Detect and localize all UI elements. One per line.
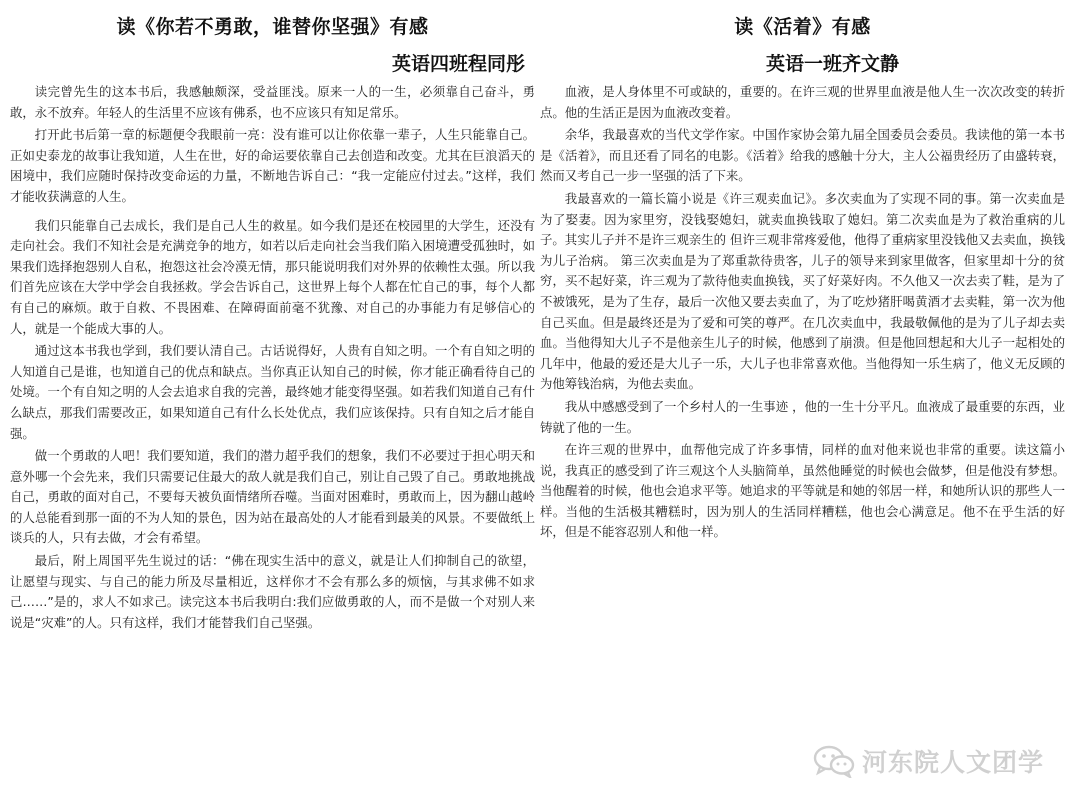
- left-paragraph-2: 打开此书后第一章的标题便令我眼前一亮：没有谁可以让你依靠一辈子，人生只能靠自己。正如史泰龙的故事让我知道，人生在世，好的命运要依靠自己去创造和改变。尤其在巨浪滔天的困境中，我们应随时保持改变命运的力量，不断地告诉自己：“我一定能应付过去。”这样，我们才能收获满意的人生。: [10, 127, 535, 204]
- right-paragraph-3: 我最喜欢的一篇长篇小说是《许三观卖血记》。多次卖血为了实现不同的事。第一次卖血是为了娶妻。因为家里穷，没钱娶媳妇，就卖血换钱取了媳妇。第二次卖血是为了救治重病的儿子。其实儿子并不是许三观亲生的 但许三观非常疼爱他，他得了重病家里没钱他又去卖血，换钱为儿子治病。 第三次卖血是为了郑重款待贵客，儿子的领导来到家里做客，但家里却十分的贫穷，买不起好菜，许三观为了款待他卖血换钱，买了好菜好肉。不久他又一次去卖了鞋，是为了不被饿死，是为了生存，最后一次他又要去卖血了，为了吃炒猪肝喝黄酒才去卖鞋，第一次为他自己买血。但是最终还是为了爱和可笑的尊严。在几次卖血中，我最敬佩他的是为了儿子却去卖血。当他得知大儿子不是他亲生儿子的时候，他感到了崩溃。但是他回想起和大儿子一起相处的几年中，他最的爱还是大儿子一乐，大儿子也非常喜欢他。当他得知一乐生病了，他义无反顾的为他筹钱治病，为他去卖血。: [540, 190, 1065, 392]
- right-article-title: 读《活着》有感: [734, 16, 871, 38]
- left-paragraph-4: 通过这本书我也学到，我们要认清自己。古话说得好，人贵有自知之明。一个有自知之明的人知道自己是谁，也知道自己的优点和缺点。当你真正认知自己的时候，你才能正确看待自己的处境。一个有自知之明的人会去追求自我的完善，最终她才能变得坚强。如若我们知道自己有什么缺点，那我们需要改正，如果知道自己有什么长处优点，我们应该保持。只有自知之后才能自强。: [10, 343, 535, 441]
- right-paragraph-2: 余华，我最喜欢的当代文学作家。中国作家协会第九届全国委员会委员。我读他的第一本书是《活着》，而且还看了同名的电影。《活着》给我的感触十分大，主人公福贵经历了由盛转衰，然而又考自己一步一坚强的活了下来。: [540, 127, 1065, 184]
- left-article-title: 读《你若不勇敢，谁替你坚强》有感: [116, 16, 429, 38]
- right-article: [540, 14, 1065, 545]
- left-paragraph-5: 做一个勇敢的人吧！我们要知道，我们的潜力超乎我们的想象，我们不必要过于担心明天和意外哪一个会先来，我们只需要记住最大的敌人就是我们自己，别让自己毁了自己。勇敢地挑战自己，勇敢的面对自己，不要每天被负面情绪所吞噬。当面对困难时，勇敢而上，因为翻山越岭的人总能看到那一面的不为人知的景色，因为站在最高处的人才能看到最美的风景。不要做纸上谈兵的人，只有去做，才会有希望。: [10, 448, 535, 546]
- right-article-author: 英语一班齐文静: [765, 53, 899, 75]
- watermark: [812, 743, 1044, 779]
- right-paragraph-4: 我从中感感受到了一个乡村人的一生事迹 ，他的一生十分平凡。血液成了最重要的东西，业铸就了他的一生。: [540, 398, 1065, 435]
- left-paragraph-6: 最后，附上周国平先生说过的话：“佛在现实生活中的意义，就是让人们抑制自己的欲望，让愿望与现实、与自己的能力所及尽量相近，这样你才不会有那么多的烦恼，与其求佛不如求己……”是的，求人不如求己。读完这本书后我明白:我们应做勇敢的人，而不是做一个对别人来说是“灾难”的人。只有这样，我们才能替我们自己坚强。: [10, 553, 535, 630]
- left-article-author: 英语四班程同彤: [391, 53, 525, 75]
- left-paragraph-3: 我们只能靠自己去成长，我们是自己人生的救星。如今我们是还在校园里的大学生，还没有走向社会。我们不知社会是充满竞争的地方，如若以后走向社会当我们陷入困境遭受孤独时，如果我们选择抱怨别人自私，抱怨这社会冷漠无情，那只能说明我们对外界的依赖性太强。所以我们首先应该在大学中学会自我拯救。学会告诉自己，这世界上每个人都在忙自己的事，每个人都有自己的麻烦。敢于自救、不畏困难、在障碍面前毫不犹豫、对自己的办事能力有足够信心的人，就是一个能成大事的人。: [10, 217, 535, 336]
- right-paragraph-1: 血液，是人身体里不可或缺的，重要的。在许三观的世界里血液是他人生一次次改变的转折点。他的生活正是因为血液改变着。: [540, 84, 1065, 120]
- left-paragraph-1: 读完曾先生的这本书后，我感触颇深，受益匪浅。原来一人的一生，必须靠自己奋斗，勇敢，永不放弃。年轻人的生活里不应该有佛系，也不应该只有知足常乐。: [10, 84, 535, 120]
- watermark-text: 河东院人文团学: [861, 748, 1044, 777]
- right-paragraph-5: 在许三观的世界中，血帮他完成了许多事情，同样的血对他来说也非常的重要。读这篇小说，我真正的感受到了许三观这个人头脑简单，虽然他睡觉的时候也会做梦，但是他没有梦想。当他醒着的时候，他也会追求平等。她追求的平等就是和她的邻居一样，和她所认识的那些人一样。当他的生活极其糟糕时，因为别人的生活同样糟糕，他也会心满意足。他不在乎生活的好坏，但是不能容忍别人和他一样。: [540, 442, 1065, 540]
- left-article: [10, 14, 535, 635]
- wechat-icon: [812, 744, 856, 778]
